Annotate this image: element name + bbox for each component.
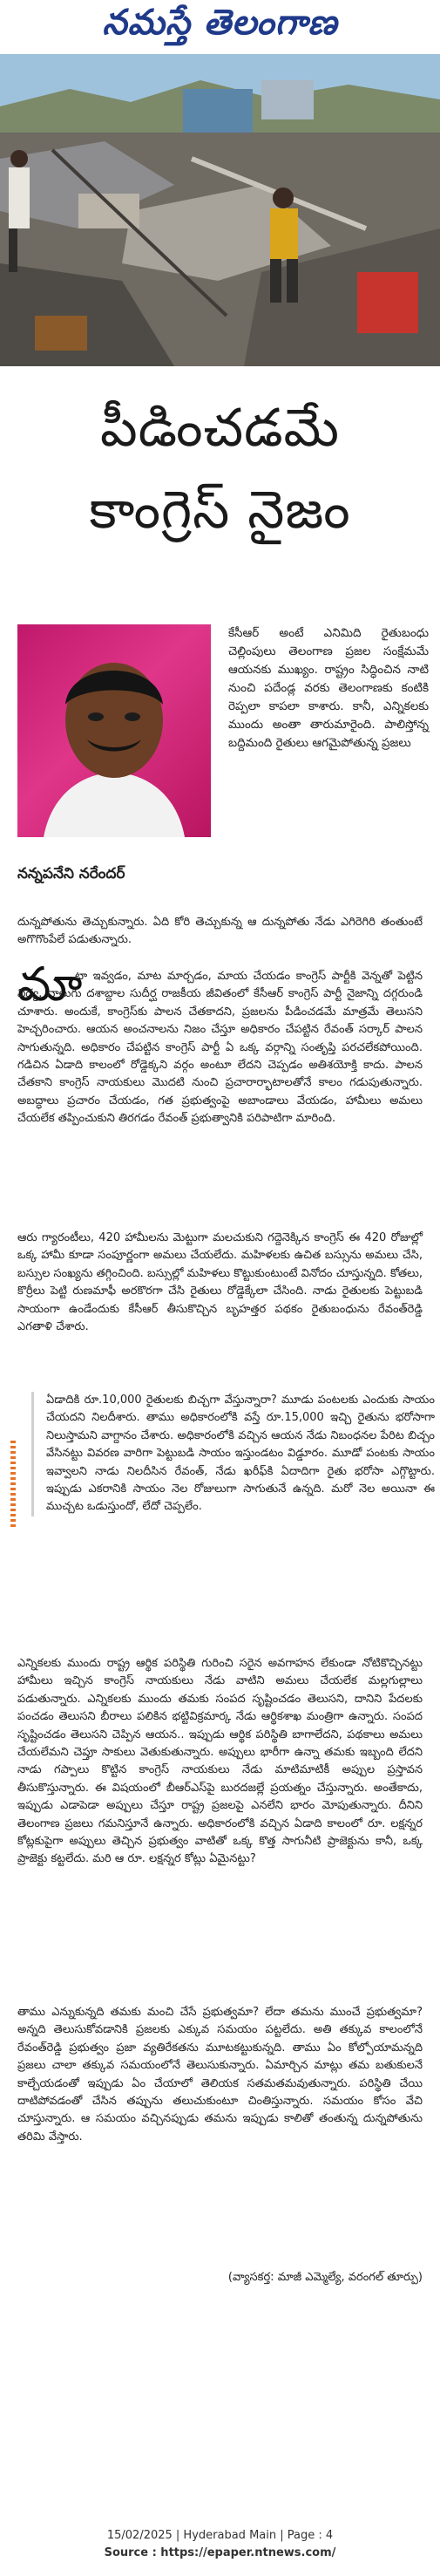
quote-accent-mark — [10, 1441, 16, 1528]
paragraph-1: టా ఇవ్వడం, మాట మార్చడం, మాయ చేయడం కాంగ్రెస్ పార్టీకి వెన్నతో పెట్టిన విద్య. నాలుగు దశాబ్దాల సుదీర్ఘ రాజకీయ జీవితంలో కేసీఆర్ కాంగ్రెస్ పార్టీ నైజాన్ని దగ్గరుండి చూశారు. అందుకే, కాంగ్రెస్‌కు పాలన చేతకాదని, ప్రజలను పీడించడమే మాత్రమే తెలుసని హెచ్చరించారు. ఆయన అంచనాలను నిజం చేస్తూ అధికారం చేపట్టిన రేవంత్ సర్కార్ పాలన సాగుతున్నది. అధికారం చేపట్టిన కాంగ్రెస్ పార్టీ ఏ ఒక్క వర్గాన్ని సంతృప్తి పరచలేకపోయింది. గడిచిన ఏడాది కాలంలో రోడ్డెక్కని వర్గం అంటూ లేదని చెప్పడం అతిశయోక్తి కాదు. పాలన చేతకాని కాంగ్రెస్ నాయకులు మొదటి నుంచి ప్రచారార్భాటాలతోనే కాలం గడుపుతున్నారు. అబద్ధాలు ప్రచారం చేయడం, గత ప్రభుత్వంపై అబాండాలు వేయడం, హామీలు అమలు చేయలేక తప్పించుకుని తిరగడం రేవంత్ ప్రభుత్వానికి పరిపాటిగా మారింది. — [17, 970, 423, 1126]
author-portrait-illustration — [17, 624, 211, 837]
headline-line-2: కాంగ్రెస్ నైజం — [89, 480, 351, 541]
drop-cap: మా — [17, 957, 83, 1012]
masthead — [0, 0, 440, 52]
masthead-title: నమస్తే తెలంగాణ — [102, 1, 338, 43]
author-name: నన్నపనేని నరేందర్ — [17, 865, 125, 883]
footer-date-edition: 15/02/2025 | Hyderabad Main | Page : 4 — [106, 2529, 334, 2542]
footer-source-link[interactable]: Source : https://epaper.ntnews.com/ — [104, 2546, 336, 2559]
paragraph-3: ఎన్నికలకు ముందు రాష్ట్ర ఆర్థిక పరిస్థితి గురించి సరైన అవగాహన లేకుండా నోటికొచ్చినట్టు హామీలు ఇచ్చిన కాంగ్రెస్ నాయకులు నేడు వాటిని అమలు చేయలేక మల్లగుల్లాలు పడుతున్నారు. ఎన్నికలకు ముందు తమకు సంపద సృష్టించడం తెలుసని, దానిని పేదలకు పంచడం తెలుసని బీరాలు పలికిన భట్టివిక్రమార్క నేడు ఆర్థికశాఖ మంత్రిగా ఉన్నారు. సంపద సృష్టించడం తెలుసని చెప్పిన ఆయన.. ఇప్పుడు ఆర్థిక పరిస్థితి బాగాలేదని, పథకాలు అమలు చేయలేమని చెప్తూ సాకులు వెతుకుతున్నారు. అప్పులు భారీగా ఉన్నా తమకు ఇబ్బంది లేదని నాడు గప్పాలు కొట్టిన కాంగ్రెస్ నాయకులు నేడు మాటిమాటికీ అప్పుల ప్రస్తావన తీసుకొస్తున్నారు. ఈ విషయంలో బీఆర్ఎస్‌పై బురదజల్లే ప్రయత్నం చేస్తున్నారు. అంతేకాదు, ఇప్పుడు ఎడాపెడా అప్పులు చేస్తూ రాష్ట్ర ప్రజలపై ఎనలేని భారం మోపుతున్నారు. దీనిని తెలంగాణ ప్రజలు గమనిస్తూనే ఉన్నారు. అధికారంలోకి వచ్చిన ఏడాది కాలంలో రూ. లక్షన్నర కోట్లకుపైగా అప్పులు తెచ్చిన ప్రభుత్వం వాటితో ఒక్క కొత్త సాగునీటి ప్రాజెక్టును కానీ, ఒక్క ప్రాజెక్టు కట్టలేదు. మరి ఆ రూ. లక్షన్నర కోట్లు ఏమైనట్టు? — [17, 1657, 423, 1866]
paragraph-4: తాము ఎన్నుకున్నది తమకు మంచి చేసే ప్రభుత్వమా? లేదా తమను ముంచే ప్రభుత్వమా? అన్నది తెలుసుకోవడానికి ప్రజలకు ఎక్కువ సమయం పట్టలేదు. అతి తక్కువ కాలంలోనే రేవంత్‌రెడ్డి ప్రభుత్వం ప్రజా వ్యతిరేకతను మూటకట్టుకున్నది. తాము ఏం కోల్పోయామన్నది ప్రజలు చాలా తక్కువ సమయంలోనే తెలుసుకున్నారు. ఏమార్చిన మాట్లు తమ బతుకులనే కాల్చేయడంతో ఇప్పుడు ఏం చేయాలో తెలియక సతమతమవుతున్నారు. పరిస్థితి చేయి దాటిపోవడంతో చేసిన తప్పును తలుచుకుంటూ చింతిస్తున్నారు. సమయం కోసం వేచి చూస్తున్నారు. ఆ సమయం వచ్చినప్పుడు తమను ఇప్పుడు కాలితో తంతున్న దున్నపోతును తరిమి వేస్తారు. — [17, 2006, 423, 2143]
article-photo — [0, 54, 440, 366]
intro-text: కేసీఆర్ అంటే ఎనిమిది రైతుబంధు చెల్లింపులు తెలంగాణ ప్రజల సంక్షేమమే ఆయనకు ముఖ్యం. రాష్ట్రం సిద్ధించిన నాటి నుంచి పదేండ్ల వరకు తెలంగాణకు కంటికి రెప్పలా కాపలా కాశారు. కానీ, ఎన్నికలకు ముందు అంతా తారుమారైంది. పాలిస్తోన్న బద్దిమంది రైతులు ఆగమైపోతున్న ప్రజలు — [228, 626, 429, 750]
headline-line-1: పీడించడమే — [99, 398, 341, 459]
pull-quote: ఏడాదికి రూ.10,000 రైతులకు బిచ్చగా వేస్తున్నారా? మూడు పంటలకు ఎందుకు సాయం చేయదని నిలదీశారు. తాము అధికారంలోకి వస్తే రూ.15,000 ఇచ్చి రైతును భరోసాగా నిలుస్తామని వాగ్దానం చేశారు. అధికారంలోకి వచ్చిన ఆయన నేడు నిబంధనల పేరిట బిచ్చం వేసినట్టు వివరణ వారిగా పెట్టుబడి సాయం ఇస్తుండటం విడ్డూరం. మూడో పంటకు సాయం ఇవ్వాలని నాడు నిలదీసిన రేవంత్, నేడు ఖరీఫ్‌కి ఏదాదిగా రైతు భరోసా ఎగ్గొట్టారు. ఇప్పుడు ఎకరానికి సాయం నెల రోజులుగా సాగుతునే ఉన్నది. మరో నెల అయినా ఈ ముచ్చట ఒడుస్తుందో, లేదో చెప్పలేం. — [31, 1392, 435, 1516]
paragraph-2: ఆరు గ్యారంటీలు, 420 హామీలను మెట్టుగా మలచుకుని గద్దెనెక్కిన కాంగ్రెస్ ఈ 420 రోజుల్లో ఒక్క హామీ కూడా సంపూర్ణంగా అమలు చేయలేదు. మహిళలకు ఉచిత బస్సును అమలు చేసి, బస్సుల సంఖ్యను తగ్గించింది. బస్సుల్లో మహిళలు కొట్టుకుంటుంటే వినోదం చూస్తున్నది. కోతలు, కొర్రీలు పెట్టి రుణమాఫీ అరకొరగా చేసి రైతులు రోడ్డెక్కేలా చేసింది. నాడు రైతులకు పెట్టుబడి సాయంగా ఉండేందుకు కేసీఆర్ తీసుకొచ్చిన బృహత్తర పథకం రైతుబంధును రేవంత్‌రెడ్డి ఎగతాళి చేశారు. — [17, 1231, 423, 1334]
lead-text: దున్నపోతును తెచ్చుకున్నారు. ఏది కోరి తెచ్చుకున్న ఆ దున్నపోతు నేడు ఎగిరెగిరి తంతుంటే అగొగొంపేలే పడుతున్నారు. — [17, 916, 423, 947]
author-photo — [17, 624, 211, 837]
demolition-photo-illustration — [0, 54, 440, 366]
author-byline: (వ్యాసకర్త: మాజీ ఎమ్మెల్యే, వరంగల్ తూర్పు) — [227, 2271, 423, 2284]
